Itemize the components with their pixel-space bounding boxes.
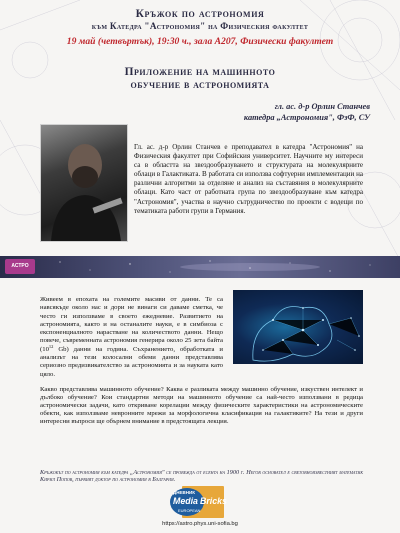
intro-paragraph (40, 296, 223, 379)
galaxy-banner (0, 256, 400, 278)
talk-title-line2: обучение в астрономията (130, 79, 270, 91)
ai-brain-image (233, 290, 363, 364)
ai-brain-illustration (233, 290, 363, 364)
media-bricks-logo (170, 486, 230, 518)
speaker-photo (40, 124, 128, 242)
speaker-bio: Гл. ас. д-р Орлин Станчев е преподавател в катедра "Астрономия" на Физическия факултет при Софийския университет. Научните му интереси са в областта на звездообразуването и структурата на молекулярните облаци в Галактиката. В работата си използва софтуерни имплементации на различни алгоритми за отделяне и анализ на съставяния в молекулярните облаци. Като част от работната група по звездообразуване към катедра "Астрономия", участва в научно сътрудничество по проекти с водещи по тематиката работи групи в Германия. (134, 143, 363, 215)
speaker-photo-figure (41, 125, 127, 241)
logo-word-bricks: Bricks (200, 496, 227, 506)
talk-title-line1: Приложение на машинното (124, 66, 276, 78)
galaxy-stars (0, 256, 400, 278)
header-subtitle: към Катедра "Астрономия" на Физическия факултет (91, 21, 309, 31)
speaker-affiliation: катедра „Астрономия", ФзФ, СУ (243, 113, 370, 122)
speaker-block (150, 101, 370, 123)
talk-title (0, 66, 400, 92)
intro-text-start: Живеем в епохата на големите масиви от данни. Те са навсякъде около нас и дори не винаги си даваме сметка, че често ги използваме в своето ежедневие. Развитието на астрономията, както и на останалите науки, е в симбиоза с експоненциалното нарастване на количеството данни. Нещо повече, съвременната астрономия генерира около 25 зета байта (10 (40, 296, 223, 353)
event-info: 19 май (четвъртък), 19:30 ч., зала А207, Физически факултет (66, 36, 334, 47)
astro-club-logo: АСТРО (5, 259, 35, 274)
logo-top-text: ДНЕВНИК (173, 490, 195, 495)
lecture-questions: Какво представлява машинното обучение? Каква е разликата между машинно обучение, изкуствен интелект и дълбоко обучение? Кои стандартни методи на машинното обучение са най-често използвани в редица астрономически задачи, като откриване корелации между физическите характеристики на астрономическите обекти, как използваме невронните мрежи за морфологична класификация на галактиките? На тези и други интересни въпроси ще обърнем внимание в предстоящата лекция. (40, 386, 363, 426)
logo-bottom-text: EUROPEAN (178, 508, 201, 513)
speaker-name: гл. ас. д-р Орлин Станчев (274, 102, 370, 111)
intro-superscript: 12 (48, 343, 54, 349)
header-title: Кръжок по астрономия (135, 8, 265, 20)
club-history-note: Кръжокът по астрономия към катедра „Астрономия" се провежда от есента на 1900 г. Негов основател е световноизвестният математик Кирил Попов, първият доктор по астрономия в България. (40, 469, 363, 484)
website-link[interactable]: https://astro.phys.uni-sofia.bg (162, 521, 238, 527)
logo-word-media: Media (173, 496, 198, 506)
intro-text-end: Gb) данни на година. Съхранението, обработката и анализът на тези колосални обеми данни представлява сериозно предизвикателство за астрономията и за науката като цяло. (40, 345, 223, 378)
